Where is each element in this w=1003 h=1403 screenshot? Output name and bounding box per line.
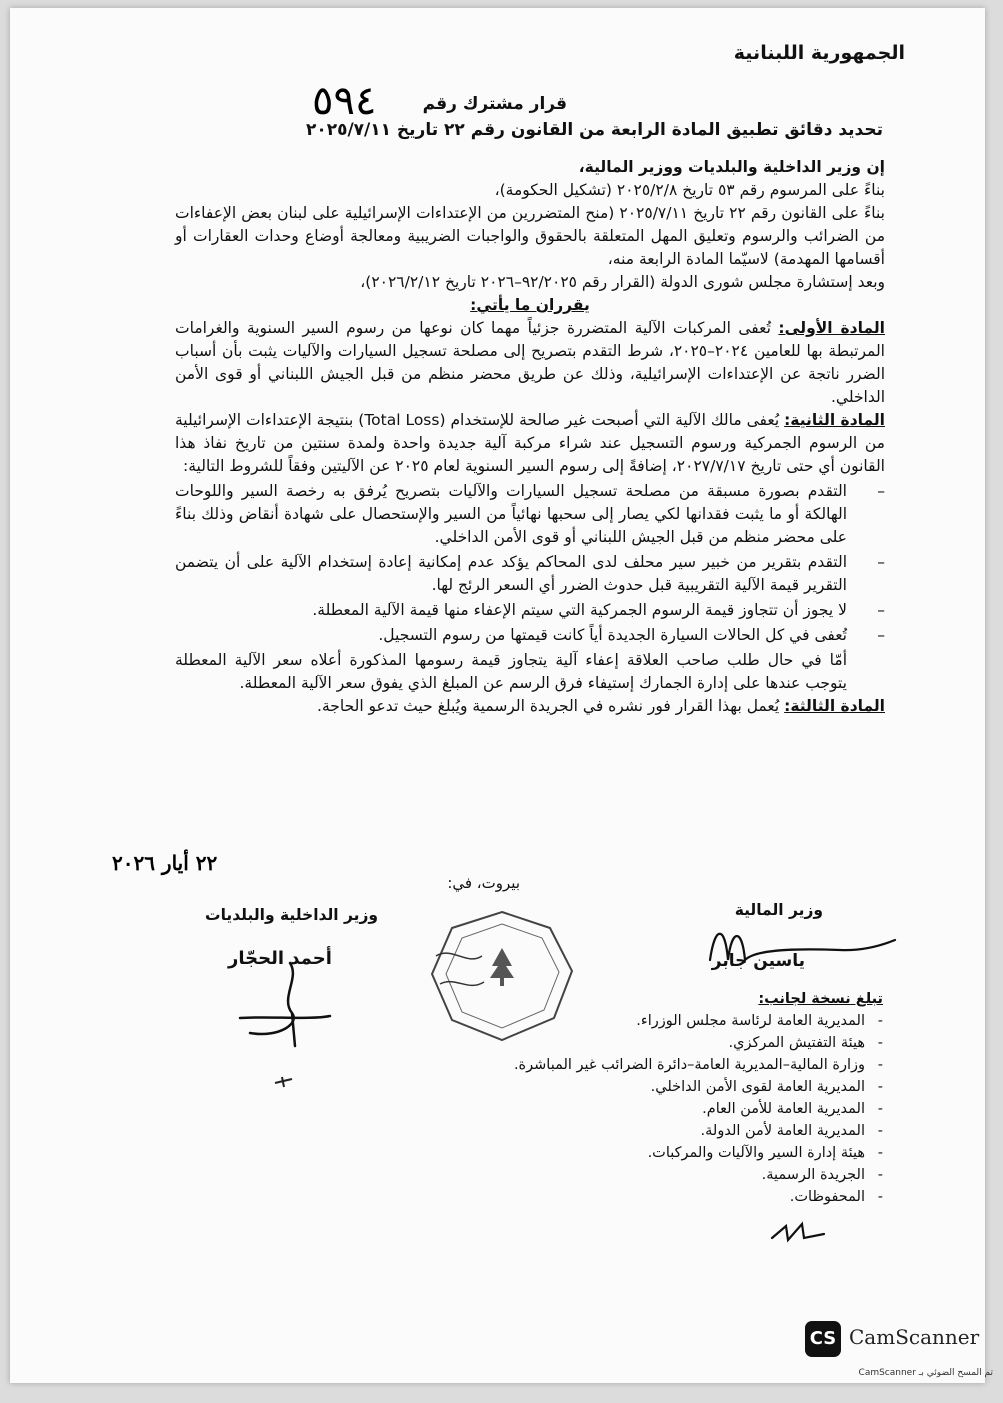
decision-body — [175, 156, 885, 718]
condition-item: – تُعفى في كل الحالات السيارة الجديدة أياً كانت قيمتها من رسوم التسجيل. — [175, 624, 885, 647]
ministers-line: إن وزير الداخلية والبلديات ووزير المالية، — [578, 158, 885, 176]
camscanner-logo-icon: CS — [805, 1321, 841, 1357]
article-1 — [175, 317, 885, 409]
condition-item: – التقدم بصورة مسبقة من مصلحة تسجيل السيارات والآليات بتصريح يُرفق به رخصة السير واللوحات الهالكة أو ما يثبت فقدانها لكي يصار إلى سحبها نهائياً من السير والإستحصال على شهادة أنقاض وذلك بناءً على محضر منظم من قبل الجيش اللبناني أو قوى الأمن الداخلي. — [175, 480, 885, 549]
decision-subtitle: تحديد دقائق تطبيق المادة الرابعة من القانون رقم ٢٢ تاريخ ٢٠٢٥/٧/١١ — [305, 120, 883, 140]
ink-mark — [270, 1071, 300, 1091]
preamble-paragraph: وبعد إستشارة مجلس شورى الدولة (القرار رقم ٩٢/٢٠٢٥–٢٠٢٦ تاريخ ٢٠٢٦/٢/١٢)، — [360, 273, 885, 291]
copy-recipient: - المديرية العامة لأمن الدولة. — [514, 1120, 883, 1142]
preamble-paragraph: بناءً على المرسوم رقم ٥٣ تاريخ ٢٠٢٥/٢/٨ (تشكيل الحكومة)، — [494, 181, 885, 199]
article-2 — [175, 409, 885, 478]
article-3-label: المادة الثالثة: — [784, 697, 885, 715]
republic-header: الجمهورية اللبنانية — [733, 42, 905, 64]
article-1-text: تُعفى المركبات الآلية المتضررة جزئياً مهما كان نوعها من رسوم السير السنوية والغرامات المرتبطة بها للعامين ٢٠٢٤–٢٠٢٥، شرط التقدم بتصريح إلى مصلحة تسجيل السيارات والآليات يثبت بأن أسباب الضرر ناتجة عن الإعتداءات الإسرائيلية، وذلك عن طريق محضر منظم من قبل الجيش اللبناني أو قوى الأمن الداخلي. — [175, 319, 885, 406]
condition-item: – لا يجوز أن تتجاوز قيمة الرسوم الجمركية التي سيتم الإعفاء منها قيمة الآلية المعطلة. — [175, 599, 885, 622]
copy-recipient: - الجريدة الرسمية. — [514, 1164, 883, 1186]
article-3 — [175, 695, 885, 718]
handwritten-date: ٢٢ أيار ٢٠٢٦ — [112, 851, 218, 875]
copies-list — [514, 988, 883, 1208]
decision-label: قرار مشترك رقم — [422, 94, 567, 114]
initial-mark — [768, 1216, 828, 1248]
copy-recipient: - المديرية العامة لقوى الأمن الداخلي. — [514, 1076, 883, 1098]
interior-minister-signature — [220, 958, 340, 1048]
article-2-text: يُعفى مالك الآلية التي أصبحت غير صالحة للإستخدام (Total Loss) بنتيجة الإعتداءات الإسرائيلية من الرسوم الجمركية ورسوم التسجيل عند شراء مركبة آلية جديدة واحدة ولمدة سنتين من تاريخ نفاذ هذا القانون أي حتى تاريخ ٢٠٢٧/٧/١٧، إضافةً إلى رسوم السير السنوية لعام ٢٠٢٥ عن الآليتين وفقاً للشروط التالية: — [175, 411, 885, 475]
copy-recipient: - وزارة المالية–المديرية العامة–دائرة الضرائب غير المباشرة. — [514, 1054, 883, 1076]
article-2-after: أمّا في حال طلب صاحب العلاقة إعفاء آلية يتجاوز قيمة رسومها المذكورة أعلاه سعر الآلية المعطلة يتوجب عندها على إدارة الجمارك إستيفاء فرق الرسم عن المبلغ الذي يفوق سعر الآلية المعطلة. — [175, 651, 847, 692]
article-1-label: المادة الأولى: — [778, 319, 885, 337]
camscanner-footer: تم المسح الضوئي بـ CamScanner — [858, 1368, 993, 1378]
article-3-text: يُعمل بهذا القرار فور نشره في الجريدة الرسمية ويُبلغ حيث تدعو الحاجة. — [317, 697, 780, 715]
copy-recipient: - المديرية العامة لرئاسة مجلس الوزراء. — [514, 1010, 883, 1032]
preamble-paragraph: بناءً على القانون رقم ٢٢ تاريخ ٢٠٢٥/٧/١١ (منح المتضررين من الإعتداءات الإسرائيلية على لبنان بعض الإعفاءات من الضرائب والرسوم وتعليق المهل المتعلقة بالحقوق والواجبات الضريبية ومعالجة أوضاع وحدات العقارات أو أقسامها المهدمة) لاسيّما المادة الرابعة منه، — [175, 204, 885, 268]
copies-title: تبلغ نسخة لجانب: — [758, 991, 883, 1007]
copy-recipient: - المحفوظات. — [514, 1186, 883, 1208]
interior-minister-name: أحمد الحجّار — [228, 948, 332, 969]
camscanner-name: CamScanner — [849, 1325, 980, 1349]
finance-minister-name: ياسين جابر — [711, 951, 805, 971]
copy-recipient: - هيئة إدارة السير والآليات والمركبات. — [514, 1142, 883, 1164]
decision-number-handwritten: ٥٩٤ — [312, 78, 377, 124]
place-line: بيروت، في: — [447, 874, 520, 892]
article-2-conditions — [175, 480, 885, 647]
document-page — [10, 8, 985, 1383]
decides-heading: يقرران ما يأتي: — [470, 296, 590, 314]
interior-minister-title: وزير الداخلية والبلديات — [205, 906, 379, 924]
finance-minister-title: وزير المالية — [734, 901, 823, 919]
article-2-label: المادة الثانية: — [784, 411, 885, 429]
copy-recipient: - هيئة التفتيش المركزي. — [514, 1032, 883, 1054]
condition-item: – التقدم بتقرير من خبير سير محلف لدى المحاكم يؤكد عدم إمكانية إعادة إستخدام الآلية على أن يتضمن التقرير قيمة الآلية التقريبية قبل حدوث الضرر أي السعر الرئج لها. — [175, 551, 885, 597]
copy-recipient: - المديرية العامة للأمن العام. — [514, 1098, 883, 1120]
finance-minister-signature — [700, 920, 900, 978]
